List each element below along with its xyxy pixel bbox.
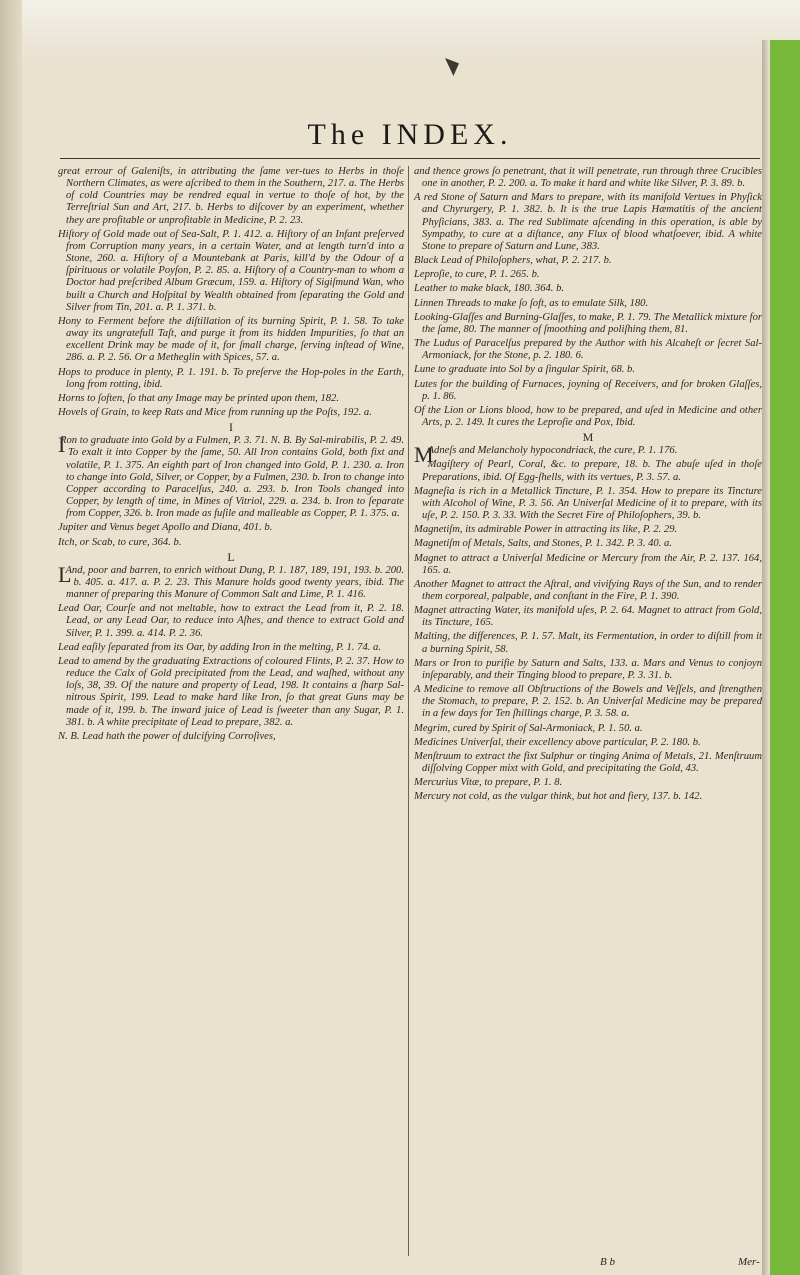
index-entry: Leather to make black, 180. 364. b. <box>414 283 565 295</box>
index-entry: Mars or Iron to purifie by Saturn and Salts, 133. a. Mars and Venus to conjoyn inſeparably, and their Tinging blood to prepare, P. 3. 31. b. <box>414 657 762 681</box>
index-entry: Magnetiſm, its admirable Power in attracting its like, P. 2. 29. <box>414 524 678 536</box>
index-entry: Hovels of Grain, to keep Rats and Mice from running up the Poſts, 192. a. <box>58 406 372 418</box>
index-entry: Itch, or Scab, to cure, 364. b. <box>58 536 182 548</box>
column-divider <box>408 166 409 1256</box>
section-letter: M <box>582 430 594 445</box>
index-entry: Magnet attracting Water, its manifold uſes, P. 2. 64. Magnet to attract from Gold, its Tincture, 165. <box>414 605 762 629</box>
index-entry: Jupiter and Venus beget Apollo and Diana, 401. b. <box>58 522 273 534</box>
scan-backdrop <box>770 40 800 1275</box>
index-entry: and thence grows ſo penetrant, that it will penetrate, run through three Crucibles one in another, P. 2. 200. a. To make it hard and white like Silver, P. 3. 89. b. <box>414 166 762 190</box>
index-entry: Magiſtery of Pearl, Coral, &c. to prepare, 18. b. The abuſe uſed in thoſe Preparations, ibid. Of Egg-ſhells, with its vertues, P. 3. 57. a. <box>422 459 762 483</box>
index-entry: IRon to graduate into Gold by a Fulmen, P. 3. 71. N. B. By Sal-mirabilis, P. 2. 49. To exalt it into Copper by the ſame, 50. All Iron contains Gold, both fixt and volatile, P. 1. 375. An eighth part of Iron changed into Gold, P. 1. 230. a. Iron to change into Gold, Silver, or Copper, by a Fulmen, 230. b. Iron to change into Copper according to Paracelſus, 240. a. 293. b. Iron Tools changed into Copper, by length of time, in Mines of Vitriol, 229. a. 234. b. Iron to ſeparate from Copper, 326. b. Iron made as fuſile and malleable as Copper, P. 1. 375. a. <box>58 432 404 520</box>
index-entry: Black Lead of Philoſophers, what, P. 2. 217. b. <box>414 255 612 267</box>
header-rule <box>60 158 760 159</box>
index-entry: Menſtruum to extract the fixt Sulphur or tinging Anima of Metals, 21. Menſtruum diſſolving Copper mixt with Gold, and precipitating the Gold, 43. <box>414 750 762 775</box>
index-entry: Malting, the differences, P. 1. 57. Malt, its Fermentation, in order to diſtill from it a burning Spirit, 58. <box>414 631 762 655</box>
index-entry: Hony to Ferment before the diſtillation of its burning Spirit, P. 1. 58. To take away its ungratefull Taſt, and purge it from its hidden Impurities, ſo that an excellent Drink may be made of it, for ſmall charge, ſerving inſtead of Wine, 286. a. P. 2. 56. Or a Metheglin with Spices, 57. a. <box>58 315 404 364</box>
index-entry: Horns to ſoften, ſo that any Image may be printed upon them, 182. <box>58 392 339 404</box>
index-entry: Hops to produce in plenty, P. 1. 191. b. To preſerve the Hop-poles in the Earth, long from rotting, ibid. <box>58 366 404 390</box>
index-entry: Magnet to attract a Univerſal Medicine or Mercury from the Air, P. 2. 137. 164, 165. a. <box>414 552 762 576</box>
index-entry: Lead Oar, Courſe and not meltable, how to extract the Lead from it, P. 2. 18. Lead, or any Lead Oar, to reduce into Aſhes, and thence to extract Gold and Silver, P. 1. 399. a. 414. P. 2. 36. <box>58 603 404 639</box>
index-entry: MAdneſs and Melancholy hypocondriack, the cure, P. 1. 176. <box>414 442 678 468</box>
index-entry: Magneſia is rich in a Metallick Tincture, P. 1. 354. How to prepare its Tincture with Alcohol of Wine, P. 3. 56. An Univerſal Medicine of it to prepare, with its uſe, P. 2. 150. P. 3. 33. With the Secret Fire of Philoſophers, 39. b. <box>414 485 762 522</box>
index-entry: LAnd, poor and barren, to enrich without Dung, P. 1. 187, 189, 191, 193. b. 200. b. 405. a. 417. a. P. 2. 23. This Manure holds good twenty years, ibid. The manner of preparing this Manure of Common Salt and Lime, P. 1. 416. <box>58 561 404 601</box>
index-entry: A Medicine to remove all Obſtructions of the Bowels and Veſſels, and ſtrengthen the Stomach, to prepare, P. 2. 152. b. An Univerſal Medicine may be prepared in a few days for Ten ſhillings charge, P. 3. 58. a. <box>414 684 762 720</box>
index-entry: Hiſtory of Gold made out of Sea-Salt, P. 1. 412. a. Hiſtory of an Infant preſerved from Corruption many years, in a certain Water, and at length turn'd into a Stone, 260. a. Hiſtory of a Mountebank at Paris, kill'd by the Odour of a ſpirituous or volatile Poyſon, P. 2. 85. a. Hiſtory of a Country-man to whom a Doctor had preſcribed Album Græcum, 159. a. Hiſtory of Sigiſmund Wan, who built a Church and Hoſpital by Wealth obtained from ſeparating the Gold and Silver from Tin, 201. a. P. 1. 371. b. <box>58 228 404 313</box>
index-entry: N. B. Lead hath the power of dulcifying Corroſives, <box>58 730 276 742</box>
index-entry: Mercury not cold, as the vulgar think, but hot and fiery, 137. b. 142. <box>414 791 703 803</box>
index-column-left <box>58 166 404 1266</box>
signature-mark: B b <box>600 1256 615 1268</box>
index-entry: Megrim, cured by Spirit of Sal-Armoniack, P. 1. 50. a. <box>414 722 643 734</box>
index-entry: A red Stone of Saturn and Mars to prepare, with its manifold Vertues in Phyſick and Chyrurgery, P. 1. 382. b. It is the true Lapis Hæmatitis of the ancient Phyſicians, 383. a. The red Sublimate aſcending in this operation, is able by Sympathy, to cure at a diſtance, any Flux of blood whatſoever, ibid. A white Stone to prepare of Saturn and Lune, 383. <box>414 192 762 252</box>
index-entry: Linnen Threads to make ſo ſoft, as to emulate Silk, 180. <box>414 297 649 309</box>
index-entry: Of the Lion or Lions blood, how to be prepared, and uſed in Medicine and other Arts, p. 2. 149. It cures the Leproſie and Pox, Ibid. <box>414 404 762 428</box>
index-entry: Looking-Glaſſes and Burning-Glaſſes, to make, P. 1. 79. The Metallick mixture for the ſame, 80. The manner of ſmoothing and poliſhing them, 81. <box>414 311 762 335</box>
index-entry: Leproſie, to cure, P. 1. 265. b. <box>414 269 540 281</box>
index-entry: Magnetiſm of Metals, Salts, and Stones, P. 1. 342. P. 3. 40. a. <box>414 538 672 550</box>
index-entry: Lutes for the building of Furnaces, joyning of Receivers, and for broken Glaſſes, p. 1. 86. <box>414 378 762 402</box>
index-entry: Lune to graduate into Sol by a ſingular Spirit, 68. b. <box>414 364 635 376</box>
catchword: Mer- <box>738 1256 760 1268</box>
index-entry: Lead to amend by the graduating Extractions of coloured Flints, P. 2. 37. How to reduce the Calx of Gold precipitated from the Lead, and waſhed, without any loſs, 38, 39. Of the nature and property of Lead, 198. It contains a ſharp Sal-nitrous Spirit, 199. Lead to make hard like Iron, ſo that great Guns may be made of it, 199. b. The inward juice of Lead is ſweeter than any Sugar, P. 1. 381. b. A white precipitate of Lead to prepare, 382. a. <box>58 655 404 728</box>
index-column-right <box>414 166 762 1266</box>
index-entry: Medicines Univerſal, their excellency above particular, P. 2. 180. b. <box>414 736 701 748</box>
index-entry: Lead eaſily ſeparated from its Oar, by adding Iron in the melting, P. 1. 74. a. <box>58 641 381 653</box>
index-entry: Another Magnet to attract the Aſtral, and vivifying Rays of the Sun, and to render them corporeal, palpable, and conſtant in the Fire, P. 1. 390. <box>414 578 762 602</box>
section-letter: I <box>229 420 233 435</box>
page-title: The INDEX. <box>307 118 513 151</box>
page-top-edge <box>0 0 800 62</box>
section-letter: L <box>227 549 235 564</box>
index-entry: Mercurius Vitæ, to prepare, P. 1. 8. <box>414 777 563 789</box>
book-spine <box>0 0 22 1275</box>
index-entry: The Ludus of Paracelſus prepared by the Author with his Alcaheſt or ſecret Sal-Armoniack, for the Stone, p. 2. 180. 6. <box>414 338 762 362</box>
index-entry: great errour of Galeniſts, in attributing the ſame ver-tues to Herbs in thoſe Northern Climates, as were aſcribed to them in the Southern, 217. a. The Herbs of cold Countries may be rendred equal in vertue to thoſe of hot, by the Terreſtrial Sun and Art, 217. b. Herbs to diſcover by an experiment, whether they are profitable or unprofitable in Medicine, P. 2. 23. <box>58 166 404 226</box>
